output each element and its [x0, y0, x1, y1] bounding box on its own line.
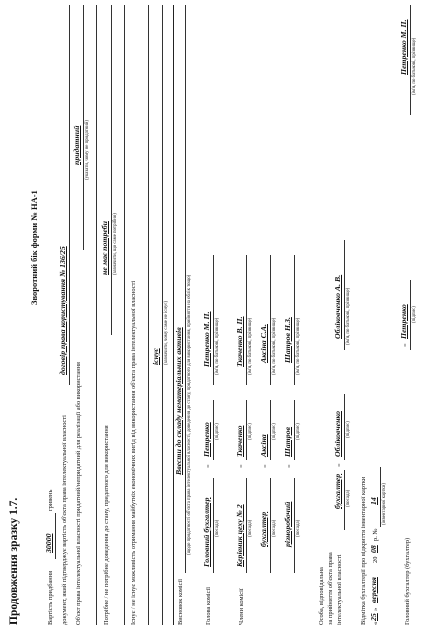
chair-signature-line [213, 400, 214, 460]
member2-name-line [270, 255, 271, 385]
inventory-year-suffix: р. № [372, 528, 379, 541]
inventory-number-line [380, 467, 381, 527]
member3-signature-line [294, 400, 295, 460]
member2-position-line [270, 478, 271, 573]
chief-name-hint: (ім'я, по батькові, прізвище) [412, 37, 417, 95]
finishing-extra-line [124, 5, 125, 625]
member1-signature-hint: (підпис) [248, 423, 253, 440]
responsible-position: бухгалтер [333, 473, 342, 509]
document-value: договір права користування № 136/25 [58, 246, 67, 375]
member1-name-hint: (ім'я, по батькові, прізвище) [248, 317, 253, 375]
chair-label: Голова комісії [205, 586, 212, 625]
benefit-hint: (зазначити, чому саме не існує) [164, 300, 169, 365]
responsible-signature-hint: (підпис) [346, 421, 351, 438]
conclusion-underline [185, 5, 186, 573]
inventory-year: 08 [369, 545, 378, 553]
member3-signature: Шатров [283, 426, 292, 457]
responsible-position-hint: (посада) [346, 489, 351, 507]
chair-position-line [213, 478, 214, 573]
member2-signature-hint: (підпис) [272, 423, 277, 440]
member2-name: Аксіна С.А. [259, 324, 268, 363]
member3-position: різноробочий [283, 501, 292, 547]
responsible-name-line [344, 240, 345, 350]
chief-signature-line [410, 280, 411, 350]
chief-name-line [410, 5, 411, 115]
responsible-label-2: за прийняття об'єкта права [327, 552, 334, 625]
member2-signature: Аксіна [259, 434, 268, 457]
form-title: Зворотний бік форми № НА-1 [29, 190, 39, 305]
chair-name-hint: (ім'я, по батькові, прізвище) [215, 317, 220, 375]
inventory-close-quote: » [372, 607, 379, 611]
member2-name-hint: (ім'я, по батькові, прізвище) [272, 317, 277, 375]
cost-value: 30000 [44, 533, 53, 553]
member3-position-hint: (посада) [296, 519, 301, 537]
responsible-label-1: Особа, відповідальна [318, 567, 325, 625]
member1-name-line [246, 255, 247, 385]
responsible-label-3: інтелектуальної власності [336, 554, 343, 625]
member3-signature-hint: (підпис) [296, 423, 301, 440]
member3-name-line [294, 255, 295, 385]
conclusion-label: Висновок комісії [177, 578, 184, 625]
responsible-name: Обліковченко А. В. [333, 274, 342, 339]
member2-position-hint: (посада) [272, 519, 277, 537]
member3-name-hint: (ім'я, по батькові, прізвище) [296, 317, 301, 375]
chief-signature: Петренко [399, 304, 408, 339]
cost-prefix: Вартість придбання [47, 570, 54, 625]
section-separator [173, 5, 174, 625]
chair-signature: Петренко [202, 422, 211, 457]
chair-equals: = [205, 464, 212, 468]
document-underline [69, 5, 70, 385]
member3-position-line [294, 478, 295, 573]
responsible-signature-line [344, 394, 345, 460]
inventory-month: вересня [369, 577, 378, 603]
inventory-day: 25 [369, 613, 378, 621]
suitability-underline [83, 5, 84, 250]
inventory-year-prefix: 20 [372, 556, 379, 563]
responsible-signature: Обліковченко [333, 411, 342, 457]
cost-underline [55, 513, 56, 559]
chief-equals: = [402, 343, 409, 347]
inventory-open-quote: « [372, 621, 379, 625]
benefit-line-1 [148, 5, 149, 625]
members-label: Члени комісії [238, 588, 245, 625]
member2-position: бухгалтер [259, 511, 268, 547]
cost-suffix: гривень [47, 489, 54, 511]
benefit-label: Існує / не існує можливість отримання майбутніх економічних вигід від використання об'єкта права інтелектуальної власності [130, 280, 137, 625]
member3-equals: = [286, 464, 293, 468]
member2-equals: = [262, 464, 269, 468]
chair-position-hint: (посада) [215, 519, 220, 537]
finishing-label: Потрібне / не потрібне доведення до стану, придатного для використання [103, 425, 110, 625]
benefit-line-2 [162, 5, 163, 625]
chair-signature-hint: (підпис) [215, 423, 220, 440]
conclusion-hint: (щодо придатності об'єкта права інтелектуальної власності, доведення до стану, придатного для використання, прийняття на облік тощо) [187, 274, 192, 555]
finishing-value: не має потреби [100, 221, 109, 275]
member1-name: Ткаченко В. П. [235, 316, 244, 367]
chair-name: Петренко М. П. [202, 311, 211, 367]
suitability-label: Об'єкт права інтелектуальної власності придатний/непридатний для реалізації або використання [75, 362, 82, 625]
chief-label: Головний бухгалтер (бухгалтер) [404, 537, 411, 625]
page-title: Продовження зразку 1.7. [8, 497, 20, 625]
inventory-number: 14 [369, 497, 378, 505]
member2-signature-line [270, 400, 271, 460]
responsible-name-hint: (ім'я, по батькові, прізвище) [346, 287, 351, 345]
suitability-extra-line [96, 5, 97, 625]
benefit-value: існує [151, 348, 160, 365]
member1-position-hint: (посада) [248, 519, 253, 537]
inventory-number-hint: (інвентарної картки) [382, 483, 387, 525]
inventory-label: Відмітка бухгалтерії про відкриття інвентарної картки [360, 476, 367, 625]
member3-name: Шатров Н.З. [283, 317, 292, 363]
member1-signature-line [246, 400, 247, 460]
chair-name-line [213, 255, 214, 385]
responsible-equals: = [336, 463, 343, 467]
document-label: документ, який підтверджує вартість об'єкта права інтелектуальної власності [61, 415, 68, 625]
member1-signature: Ткаченко [235, 425, 244, 457]
suitability-value: придатний [72, 125, 81, 165]
chief-signature-hint: (підпис) [412, 306, 417, 323]
member1-position-line [246, 478, 247, 573]
finishing-hint: (зазначити, що саме потрібно) [113, 213, 118, 275]
finishing-underline [111, 5, 112, 335]
conclusion-value: Ввести до складу нематеріальних активів [174, 327, 183, 475]
suitability-hint: (указати, чому не придатний) [85, 120, 90, 180]
member1-position: Керівник цеху № 2 [235, 504, 244, 567]
member1-equals: = [238, 464, 245, 468]
chair-position: Головний бухгалтер [202, 497, 211, 567]
chief-name: Петренко М. П. [399, 19, 408, 75]
responsible-position-line [344, 470, 345, 530]
